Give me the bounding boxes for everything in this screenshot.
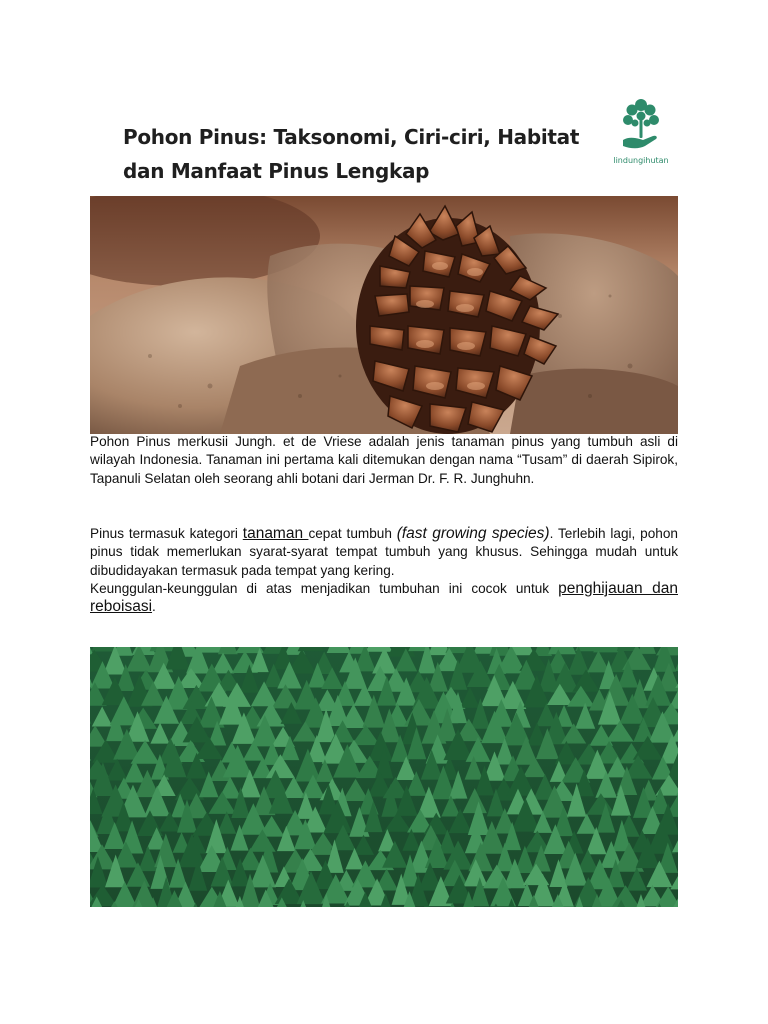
- growth-text-3: . Terlebih lagi, pohon pinus tidak memerlukan syarat-syarat tempat tumbuh yang khusus. Sehingga mudah untuk dibudidayakan termasuk pada tempat yang kering.: [90, 526, 678, 578]
- page-title: Pohon Pinus: Taksonomi, Ciri-ciri, Habitat dan Manfaat Pinus Lengkap: [123, 125, 580, 183]
- growth-text-2: cepat tumbuh: [308, 526, 397, 541]
- intro-paragraph: Pohon Pinus merkusii Jungh. et de Vriese adalah jenis tanaman pinus yang tumbuh asli di wilayah Indonesia. Tanaman ini pertama kali ditemukan dengan nama “Tusam” di daerah Sipirok, Tapanuli Selatan oleh seorang ahli botani dari Jerman Dr. F. R. Junghuhn.: [90, 434, 678, 486]
- pinecone-photo: [90, 196, 678, 434]
- lindungihutan-logo[interactable]: [612, 96, 670, 168]
- fast-growing-term: (fast growing species): [396, 525, 550, 542]
- advantage-text-2: .: [152, 599, 156, 615]
- growth-text-1: Pinus termasuk kategori: [90, 526, 243, 541]
- forest-photo: [90, 647, 678, 907]
- tree-hand-icon: [619, 96, 663, 154]
- penghijauan-link[interactable]: penghijauan dan reboisasi: [90, 580, 678, 616]
- growth-paragraph: [90, 525, 678, 580]
- advantage-paragraph: [90, 580, 678, 617]
- advantage-text-1: Keunggulan-keunggulan di atas menjadikan tumbuhan ini cocok untuk: [90, 581, 559, 596]
- tanaman-link[interactable]: tanaman: [242, 525, 309, 542]
- logo-text: lindungihutan: [613, 156, 669, 165]
